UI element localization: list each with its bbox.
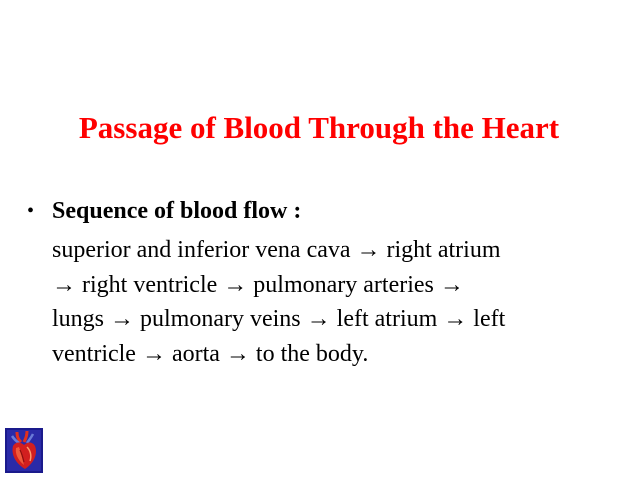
heart-anatomy-icon [5, 428, 43, 473]
flow-sequence-text [52, 233, 622, 372]
bullet-marker: • [27, 200, 35, 222]
flow-line-4: ventricle → aorta → to the body. [52, 341, 369, 368]
bullet-item [27, 194, 301, 228]
flow-line-1: superior and inferior vena cava → right atrium [52, 237, 501, 263]
bullet-heading: Sequence of blood flow : [52, 198, 302, 224]
slide-title: Passage of Blood Through the Heart [78, 110, 560, 145]
flow-line-2: → right ventricle → pulmonary arteries → [52, 271, 464, 298]
flow-line-3: lungs → pulmonary veins → left atrium → left [52, 306, 506, 333]
